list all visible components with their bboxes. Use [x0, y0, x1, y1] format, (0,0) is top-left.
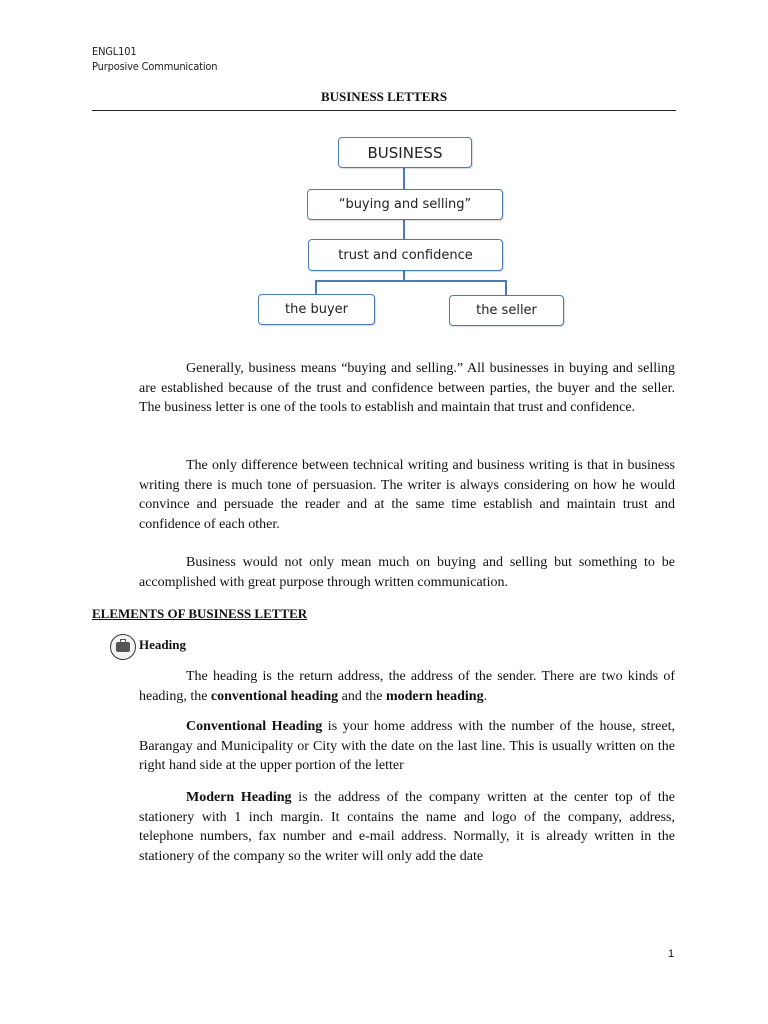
title-rule	[92, 110, 676, 111]
node-business: BUSINESS	[338, 137, 472, 168]
node-buyer: the buyer	[258, 294, 375, 325]
connector-business-buying	[403, 167, 405, 189]
node-seller: the seller	[449, 295, 564, 326]
term-modern-heading: modern heading	[385, 688, 484, 704]
heading-label: Heading	[139, 637, 186, 652]
connector-trust-branch	[403, 270, 405, 280]
modern-heading-term: Modern Heading	[186, 790, 292, 805]
section-title: ELEMENTS OF BUSINESS LETTER	[92, 606, 308, 621]
heading-paragraph-text-2: and the	[338, 688, 386, 704]
conventional-heading-term: Conventional Heading	[186, 719, 323, 734]
heading-paragraph-text: The heading is the return address, the address of the sender. There are two kinds of heading, the	[139, 669, 675, 704]
heading-paragraph	[139, 667, 675, 706]
node-trust-confidence: trust and confidence	[308, 239, 503, 271]
connector-buying-trust	[403, 219, 405, 239]
paragraph-3	[139, 553, 675, 592]
page-title: BUSINESS LETTERS	[320, 89, 448, 104]
course-code: ENGL101	[92, 45, 137, 58]
connector-to-seller	[505, 280, 507, 295]
conventional-heading-paragraph	[139, 717, 675, 776]
conventional-heading-text: is your home address with the number of the house, street, Barangay and Municipality or City with the date on the last line. This is usually written on the right hand side at the upper portion of the letter	[139, 719, 675, 773]
paragraph-1	[139, 359, 675, 418]
term-conventional-heading: conventional heading	[210, 688, 339, 704]
heading-paragraph-end: .	[483, 688, 488, 704]
briefcase-icon	[110, 634, 136, 660]
course-name: Purposive Communication	[92, 60, 218, 73]
modern-heading-text: is the address of the company written at the center top of the stationery with 1 inch margin. It contains the name and logo of the company, address, telephone numbers, fax number and e-mail address. Normally, it is already written in the stationery of the company so the writer will only add the date	[139, 790, 675, 864]
paragraph-1-text: Generally, business means “buying and selling.” All businesses in buying and selling are established because of the trust and confidence between parties, the buyer and the seller. The business letter is one of the tools to establish and maintain that trust and confidence.	[139, 361, 675, 415]
node-buying-selling: “buying and selling”	[307, 189, 503, 220]
paragraph-3-text: Business would not only mean much on buying and selling but something to be accomplished with great purpose through written communication.	[139, 555, 675, 590]
page-number: 1	[668, 948, 675, 960]
connector-to-buyer	[315, 280, 317, 294]
modern-heading-paragraph	[139, 788, 675, 866]
paragraph-2	[139, 456, 675, 534]
paragraph-2-text: The only difference between technical writing and business writing is that in business writing there is much tone of persuasion. The writer is always considering on how he would convince and persuade the reader and at the same time establish and maintain trust and confidence of each other.	[139, 458, 675, 532]
connector-branch-horizontal	[315, 280, 506, 282]
